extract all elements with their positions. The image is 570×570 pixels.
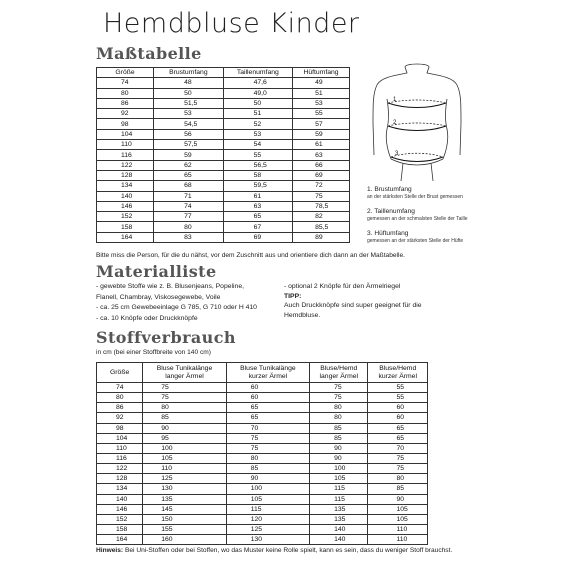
table-row <box>97 535 428 545</box>
table-cell: 69 <box>223 232 292 242</box>
table-cell: 63 <box>293 150 350 160</box>
table-cell: 60 <box>368 403 428 413</box>
column-header-line: Bluse/Hemd <box>379 364 417 372</box>
table-cell: 155 <box>143 524 226 534</box>
column-header: Größe <box>97 68 154 78</box>
table-cell: 90 <box>143 423 226 433</box>
table-cell: 66 <box>293 160 350 170</box>
table-row <box>97 413 428 423</box>
table-row <box>97 109 350 119</box>
table-cell: 128 <box>97 474 143 484</box>
table-cell: 152 <box>97 212 154 222</box>
table-cell: 140 <box>97 191 154 201</box>
table-cell: 82 <box>293 212 350 222</box>
column-header: Taillenumfang <box>223 68 292 78</box>
table-cell: 110 <box>368 535 428 545</box>
table-cell: 160 <box>143 535 226 545</box>
table-cell: 74 <box>154 201 223 211</box>
table-cell: 51 <box>293 88 350 98</box>
legend-item-bust <box>367 186 463 201</box>
table-cell: 57 <box>293 119 350 129</box>
measure-table-header <box>97 68 350 78</box>
figure-mark-1: 1 <box>393 97 397 103</box>
measure-heading: Maßtabelle <box>96 44 202 63</box>
table-cell: 75 <box>310 383 368 393</box>
table-cell: 134 <box>97 181 154 191</box>
tip-line: Hemdbluse. <box>284 312 321 319</box>
table-row <box>97 443 428 453</box>
table-cell: 56,5 <box>223 160 292 170</box>
table-cell: 98 <box>97 119 154 129</box>
table-cell: 63 <box>223 201 292 211</box>
table-cell: 130 <box>226 535 309 545</box>
table-cell: 100 <box>143 443 226 453</box>
table-cell: 59 <box>293 129 350 139</box>
table-cell: 90 <box>310 453 368 463</box>
table-cell: 85 <box>368 484 428 494</box>
table-cell: 146 <box>97 201 154 211</box>
column-header <box>368 363 428 383</box>
table-cell: 89 <box>293 232 350 242</box>
table-cell: 80 <box>310 413 368 423</box>
table-cell: 75 <box>143 383 226 393</box>
table-cell: 51,5 <box>154 98 223 108</box>
table-cell: 110 <box>97 140 154 150</box>
table-cell: 164 <box>97 232 154 242</box>
legend-sub: an der stärksten Stelle der Brust gemessen <box>367 193 463 200</box>
table-row <box>97 403 428 413</box>
hint-text: Bei Uni-Stoffen oder bei Stoffen, wo das Muster keine Rolle spielt, kann es sein, dass du weniger Stoff brauchst. <box>123 547 453 554</box>
materials-line: - gewebte Stoffe wie z. B. Blusenjeans, Popeline, <box>96 283 244 290</box>
table-cell: 59 <box>154 150 223 160</box>
figure-mark-2: 2 <box>393 120 397 126</box>
column-header-line: langer Ärmel <box>165 372 204 380</box>
table-cell: 140 <box>97 494 143 504</box>
table-cell: 80 <box>154 222 223 232</box>
column-header-line: langer Ärmel <box>319 372 359 380</box>
table-cell: 85 <box>310 433 368 443</box>
column-header: Brustumfang <box>154 68 223 78</box>
table-cell: 77 <box>154 212 223 222</box>
table-cell: 105 <box>368 514 428 524</box>
table-cell: 146 <box>97 504 143 514</box>
table-cell: 158 <box>97 222 154 232</box>
table-cell: 134 <box>97 484 143 494</box>
table-cell: 61 <box>223 191 292 201</box>
table-cell: 135 <box>310 514 368 524</box>
table-cell: 65 <box>368 433 428 443</box>
table-cell: 48 <box>154 78 223 88</box>
page-title: Hemdbluse Kinder <box>103 8 360 39</box>
table-cell: 75 <box>293 191 350 201</box>
table-cell: 85 <box>226 464 309 474</box>
table-cell: 53 <box>293 98 350 108</box>
table-cell: 70 <box>368 443 428 453</box>
table-cell: 68 <box>154 181 223 191</box>
table-cell: 86 <box>97 403 143 413</box>
table-cell: 80 <box>368 474 428 484</box>
table-cell: 90 <box>368 494 428 504</box>
table-cell: 116 <box>97 453 143 463</box>
table-cell: 54 <box>223 140 292 150</box>
table-cell: 56 <box>154 129 223 139</box>
table-cell: 85 <box>310 423 368 433</box>
measure-note: Bitte miss die Person, für die du nähst, vor dem Zuschnitt aus und orientiere dich dann an der Maßtabelle. <box>96 252 405 259</box>
table-cell: 80 <box>97 393 143 403</box>
table-cell: 85,5 <box>293 222 350 232</box>
table-cell: 65 <box>223 212 292 222</box>
legend-item-waist <box>367 208 468 223</box>
table-cell: 125 <box>226 524 309 534</box>
table-cell: 116 <box>97 150 154 160</box>
column-header <box>143 363 226 383</box>
table-cell: 130 <box>143 484 226 494</box>
table-cell: 65 <box>226 403 309 413</box>
table-row <box>97 191 350 201</box>
table-cell: 75 <box>143 393 226 403</box>
table-cell: 69 <box>293 170 350 180</box>
column-header-line: Bluse Tunikalänge <box>156 364 213 372</box>
table-cell: 158 <box>97 524 143 534</box>
table-cell: 80 <box>97 88 154 98</box>
table-cell: 104 <box>97 433 143 443</box>
table-row <box>97 232 350 242</box>
table-cell: 52 <box>223 119 292 129</box>
materials-line: - optional 2 Knöpfe für den Ärmelriegel <box>284 283 401 290</box>
table-cell: 67 <box>223 222 292 232</box>
table-cell: 75 <box>368 453 428 463</box>
figure-mark-3: 3 <box>395 151 399 157</box>
table-cell: 62 <box>154 160 223 170</box>
table-row <box>97 524 428 534</box>
table-cell: 75 <box>310 393 368 403</box>
column-header <box>226 363 309 383</box>
table-cell: 72 <box>293 181 350 191</box>
table-cell: 55 <box>368 383 428 393</box>
table-row <box>97 453 428 463</box>
table-cell: 105 <box>143 453 226 463</box>
table-cell: 85 <box>143 413 226 423</box>
table-cell: 100 <box>226 484 309 494</box>
legend-label: 2. Taillenumfang <box>367 208 415 215</box>
materials-list-right <box>284 282 422 322</box>
table-row <box>97 393 428 403</box>
column-header-line: Bluse/Hemd <box>320 364 358 372</box>
table-cell: 98 <box>97 423 143 433</box>
table-cell: 135 <box>310 504 368 514</box>
column-header-line: kurzer Ärmel <box>378 372 417 380</box>
table-cell: 80 <box>143 403 226 413</box>
table-cell: 80 <box>310 403 368 413</box>
table-cell: 105 <box>368 504 428 514</box>
table-cell: 59,5 <box>223 181 292 191</box>
table-cell: 140 <box>310 524 368 534</box>
table-cell: 74 <box>97 383 143 393</box>
table-row <box>97 474 428 484</box>
table-row <box>97 514 428 524</box>
table-cell: 47,6 <box>223 78 292 88</box>
fabric-subtitle: in cm (bei einer Stoffbreite von 140 cm) <box>96 349 211 356</box>
table-cell: 104 <box>97 129 154 139</box>
table-cell: 55 <box>368 393 428 403</box>
table-cell: 65 <box>154 170 223 180</box>
table-cell: 74 <box>97 78 154 88</box>
column-header-line: Größe <box>109 368 130 376</box>
materials-line: - ca. 25 cm Gewebeeinlage G 785, G 710 oder H 410 <box>96 304 257 311</box>
table-cell: 115 <box>310 494 368 504</box>
table-cell: 78,5 <box>293 201 350 211</box>
table-cell: 50 <box>154 88 223 98</box>
table-cell: 122 <box>97 160 154 170</box>
table-cell: 75 <box>226 443 309 453</box>
table-cell: 80 <box>226 453 309 463</box>
table-cell: 49 <box>293 78 350 88</box>
table-cell: 152 <box>97 514 143 524</box>
table-row <box>97 140 350 150</box>
table-row <box>97 150 350 160</box>
table-cell: 100 <box>310 464 368 474</box>
table-cell: 53 <box>154 109 223 119</box>
measure-table <box>96 67 350 243</box>
table-cell: 60 <box>226 383 309 393</box>
table-cell: 50 <box>223 98 292 108</box>
fabric-hint <box>96 547 452 554</box>
tip-line: Auch Druckknöpfe sind super geeignet für die <box>284 301 422 309</box>
table-row <box>97 98 350 108</box>
fabric-table <box>96 362 428 545</box>
table-cell: 122 <box>97 464 143 474</box>
tip-label: TIPP: <box>284 292 302 300</box>
table-cell: 83 <box>154 232 223 242</box>
table-cell: 150 <box>143 514 226 524</box>
legend-item-hip <box>367 230 463 245</box>
table-cell: 110 <box>368 524 428 534</box>
table-cell: 61 <box>293 140 350 150</box>
fabric-heading: Stoffverbrauch <box>96 328 236 347</box>
table-row <box>97 170 350 180</box>
table-cell: 120 <box>226 514 309 524</box>
table-row <box>97 160 350 170</box>
table-row <box>97 383 428 393</box>
table-cell: 55 <box>293 109 350 119</box>
table-cell: 65 <box>368 423 428 433</box>
table-cell: 75 <box>226 433 309 443</box>
legend-sub: gemessen an der stärksten Stelle der Hüfte <box>367 237 464 244</box>
body-measurement-figure <box>367 63 467 183</box>
table-cell: 71 <box>154 191 223 201</box>
table-row <box>97 201 350 211</box>
table-cell: 95 <box>143 433 226 443</box>
table-row <box>97 78 350 88</box>
table-cell: 53 <box>223 129 292 139</box>
table-row <box>97 484 428 494</box>
table-row <box>97 222 350 232</box>
table-cell: 105 <box>310 474 368 484</box>
table-row <box>97 433 428 443</box>
materials-line: - ca. 10 Knöpfe oder Druckknöpfe <box>96 314 198 322</box>
fabric-table-header <box>97 363 428 383</box>
column-header: Hüftumfang <box>293 68 350 78</box>
table-cell: 58 <box>223 170 292 180</box>
legend-label: 1. Brustumfang <box>367 186 412 193</box>
table-row <box>97 212 350 222</box>
table-cell: 115 <box>310 484 368 494</box>
table-cell: 70 <box>226 423 309 433</box>
table-cell: 115 <box>226 504 309 514</box>
table-cell: 92 <box>97 109 154 119</box>
table-cell: 105 <box>226 494 309 504</box>
table-cell: 57,5 <box>154 140 223 150</box>
legend-sub: gemessen an der schmalsten Stelle der Taille <box>367 215 468 222</box>
table-row <box>97 88 350 98</box>
materials-list-left <box>96 282 257 324</box>
table-cell: 55 <box>223 150 292 160</box>
materials-heading: Materialliste <box>96 262 217 281</box>
table-cell: 90 <box>226 474 309 484</box>
legend-label: 3. Hüftumfang <box>367 230 409 237</box>
hint-label: Hinweis: <box>96 547 124 554</box>
column-header-line: Bluse Tunikalänge <box>240 364 296 372</box>
table-cell: 75 <box>368 464 428 474</box>
table-cell: 135 <box>143 494 226 504</box>
table-row <box>97 119 350 129</box>
table-cell: 110 <box>97 443 143 453</box>
table-row <box>97 423 428 433</box>
table-row <box>97 494 428 504</box>
table-cell: 164 <box>97 535 143 545</box>
table-cell: 128 <box>97 170 154 180</box>
materials-line: Flanell, Chambray, Viskosegewebe, Voile <box>96 293 221 301</box>
table-cell: 92 <box>97 413 143 423</box>
table-cell: 145 <box>143 504 226 514</box>
table-cell: 60 <box>368 413 428 423</box>
table-cell: 49,0 <box>223 88 292 98</box>
table-row <box>97 504 428 514</box>
table-row <box>97 181 350 191</box>
table-cell: 110 <box>143 464 226 474</box>
table-cell: 60 <box>226 393 309 403</box>
table-cell: 51 <box>223 109 292 119</box>
table-cell: 125 <box>143 474 226 484</box>
table-cell: 90 <box>310 443 368 453</box>
column-header <box>310 363 368 383</box>
table-cell: 54,5 <box>154 119 223 129</box>
column-header <box>97 363 143 383</box>
table-row <box>97 129 350 139</box>
table-cell: 140 <box>310 535 368 545</box>
column-header-line: kurzer Ärmel <box>248 372 288 380</box>
table-cell: 65 <box>226 413 309 423</box>
table-cell: 86 <box>97 98 154 108</box>
table-row <box>97 464 428 474</box>
